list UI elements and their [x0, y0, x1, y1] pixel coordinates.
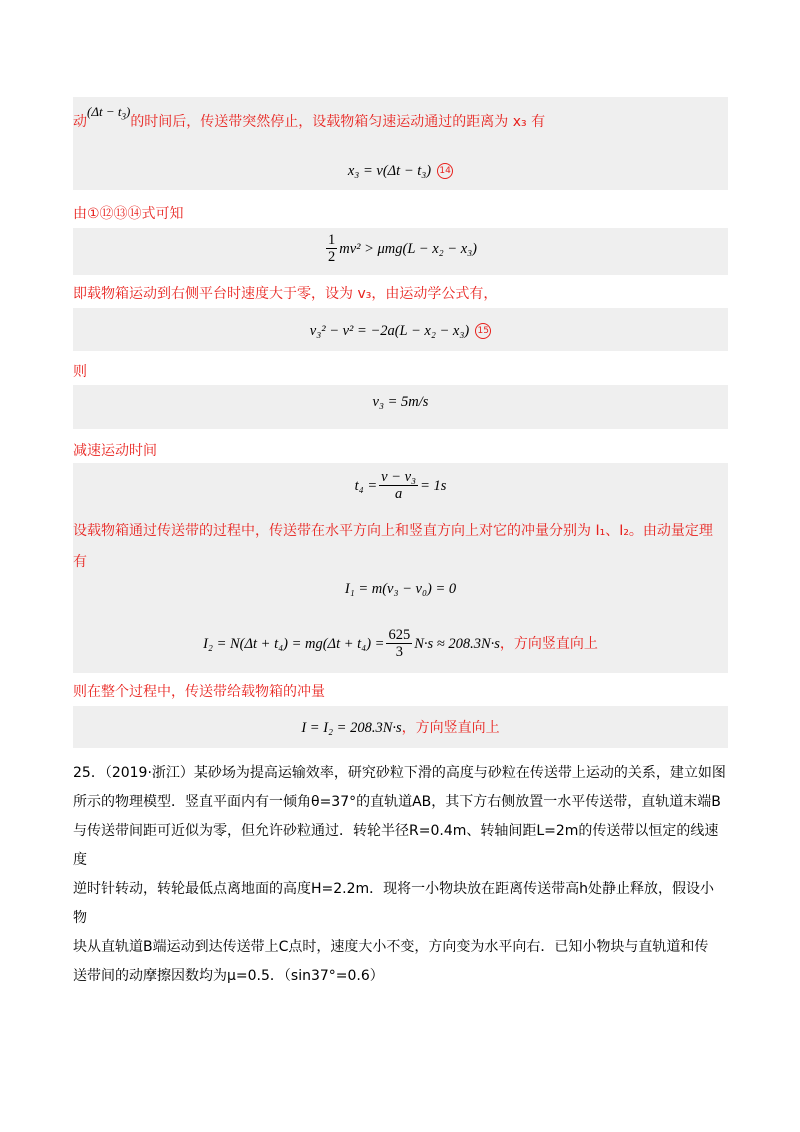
problem-25 [73, 759, 728, 991]
fraction-half [326, 232, 337, 265]
equation-15 [73, 320, 728, 340]
equation-t4 [73, 469, 728, 502]
equation-rhs: N·s ≈ 208.3N·s [414, 636, 500, 652]
solution-block-6 [73, 706, 728, 748]
equation-14 [73, 160, 728, 180]
fraction-num: 1 [327, 232, 336, 248]
paren-expr: (Δt − t [87, 104, 122, 119]
problem-line: 25．（2019·浙江）某砂场为提高运输效率，研究砂粒下滑的高度与砂粒在传送带上运动的关系，建立如图 [73, 765, 726, 781]
equation-rhs: = 1s [420, 478, 447, 494]
equation-note: ，方向竖直向上 [401, 720, 500, 736]
problem-line: 块从直轨道B端运动到达传送带上C点时，速度大小不变，方向变为水平向右．已知小物块与直轨道和传 [73, 939, 709, 955]
text-prefix: 动 [73, 114, 87, 130]
equation-lhs: t₄ = [354, 478, 378, 494]
solution-text-line [73, 104, 546, 132]
text-line: 减速运动时间 [73, 443, 157, 459]
equation-I2 [73, 627, 728, 660]
equation-text: I₁ = m(v₃ − v₀) = 0 [344, 581, 457, 597]
text-line: 则 [73, 364, 87, 380]
text-line: 即载物箱运动到右侧平台时速度大于零，设为 v₃，由运动学公式有， [73, 286, 498, 302]
fraction-den: 3 [395, 644, 403, 660]
problem-line: 逆时针转动，转轮最低点离地面的高度H=2.2m．现将一小物块放在距离传送带高h处静止释放，假设小物 [73, 881, 715, 926]
text-line: 设载物箱通过传送带的过程中，传送带在水平方向上和竖直方向上对它的冲量分别为 I₁、I₂。由动量定理 [73, 523, 713, 539]
text-suffix: 的时间后，传送带突然停止，设载物箱匀速运动通过的距离为 x₃ 有 [130, 114, 546, 130]
equation-number: 15 [475, 323, 491, 339]
equation-lhs: I₂ = N(Δt + t₄) = mg(Δt + t₄) = [203, 636, 385, 652]
equation-text: v₃ = 5m/s [372, 394, 429, 410]
equation-text: x₃ = v(Δt − t₃) [347, 163, 432, 179]
equation-note: ，方向竖直向上 [499, 636, 598, 652]
solution-block-5 [73, 463, 728, 673]
text-line: 由①⑫⑬⑭式可知 [73, 206, 184, 222]
problem-line: 所示的物理模型．竖直平面内有一倾角θ=37°的直轨道AB，其下方右侧放置一水平传送带，直轨道末端B [73, 794, 721, 810]
equation-number: 14 [437, 163, 453, 179]
equation-text: I = I₂ = 208.3N·s [301, 720, 402, 736]
problem-line: 与传送带间距可近似为零，但允许砂粒通过．转轮半径R=0.4m、转轴间距L=2m的传送带以恒定的线速度 [73, 823, 719, 868]
solution-block-1 [73, 97, 728, 190]
inequality-rest: mv² > μmg(L − x₂ − x₃) [339, 241, 478, 257]
inequality [73, 232, 728, 265]
problem-line: 送带间的动摩擦因数均为μ=0.5．（sin37°=0.6） [73, 968, 384, 984]
paren-sub: 3 [121, 111, 126, 122]
solution-block-3 [73, 308, 728, 351]
time-interval-expr: (Δt − t3) [87, 104, 131, 122]
solution-block-4 [73, 385, 728, 429]
equation-text: v₃² − v² = −2a(L − x₂ − x₃) [309, 323, 470, 339]
fraction-den: 2 [327, 249, 336, 265]
text-line: 则在整个过程中，传送带给载物箱的冲量 [73, 684, 325, 700]
fraction-t4 [379, 469, 418, 502]
equation-v3 [73, 391, 728, 411]
fraction-num: v − v₃ [381, 469, 417, 485]
solution-block-2 [73, 228, 728, 275]
fraction-num: 625 [388, 627, 411, 643]
fraction-625 [386, 627, 412, 660]
text-line: 有 [73, 554, 87, 570]
equation-I1 [73, 578, 728, 598]
equation-I [73, 717, 728, 737]
fraction-den: a [394, 486, 403, 502]
